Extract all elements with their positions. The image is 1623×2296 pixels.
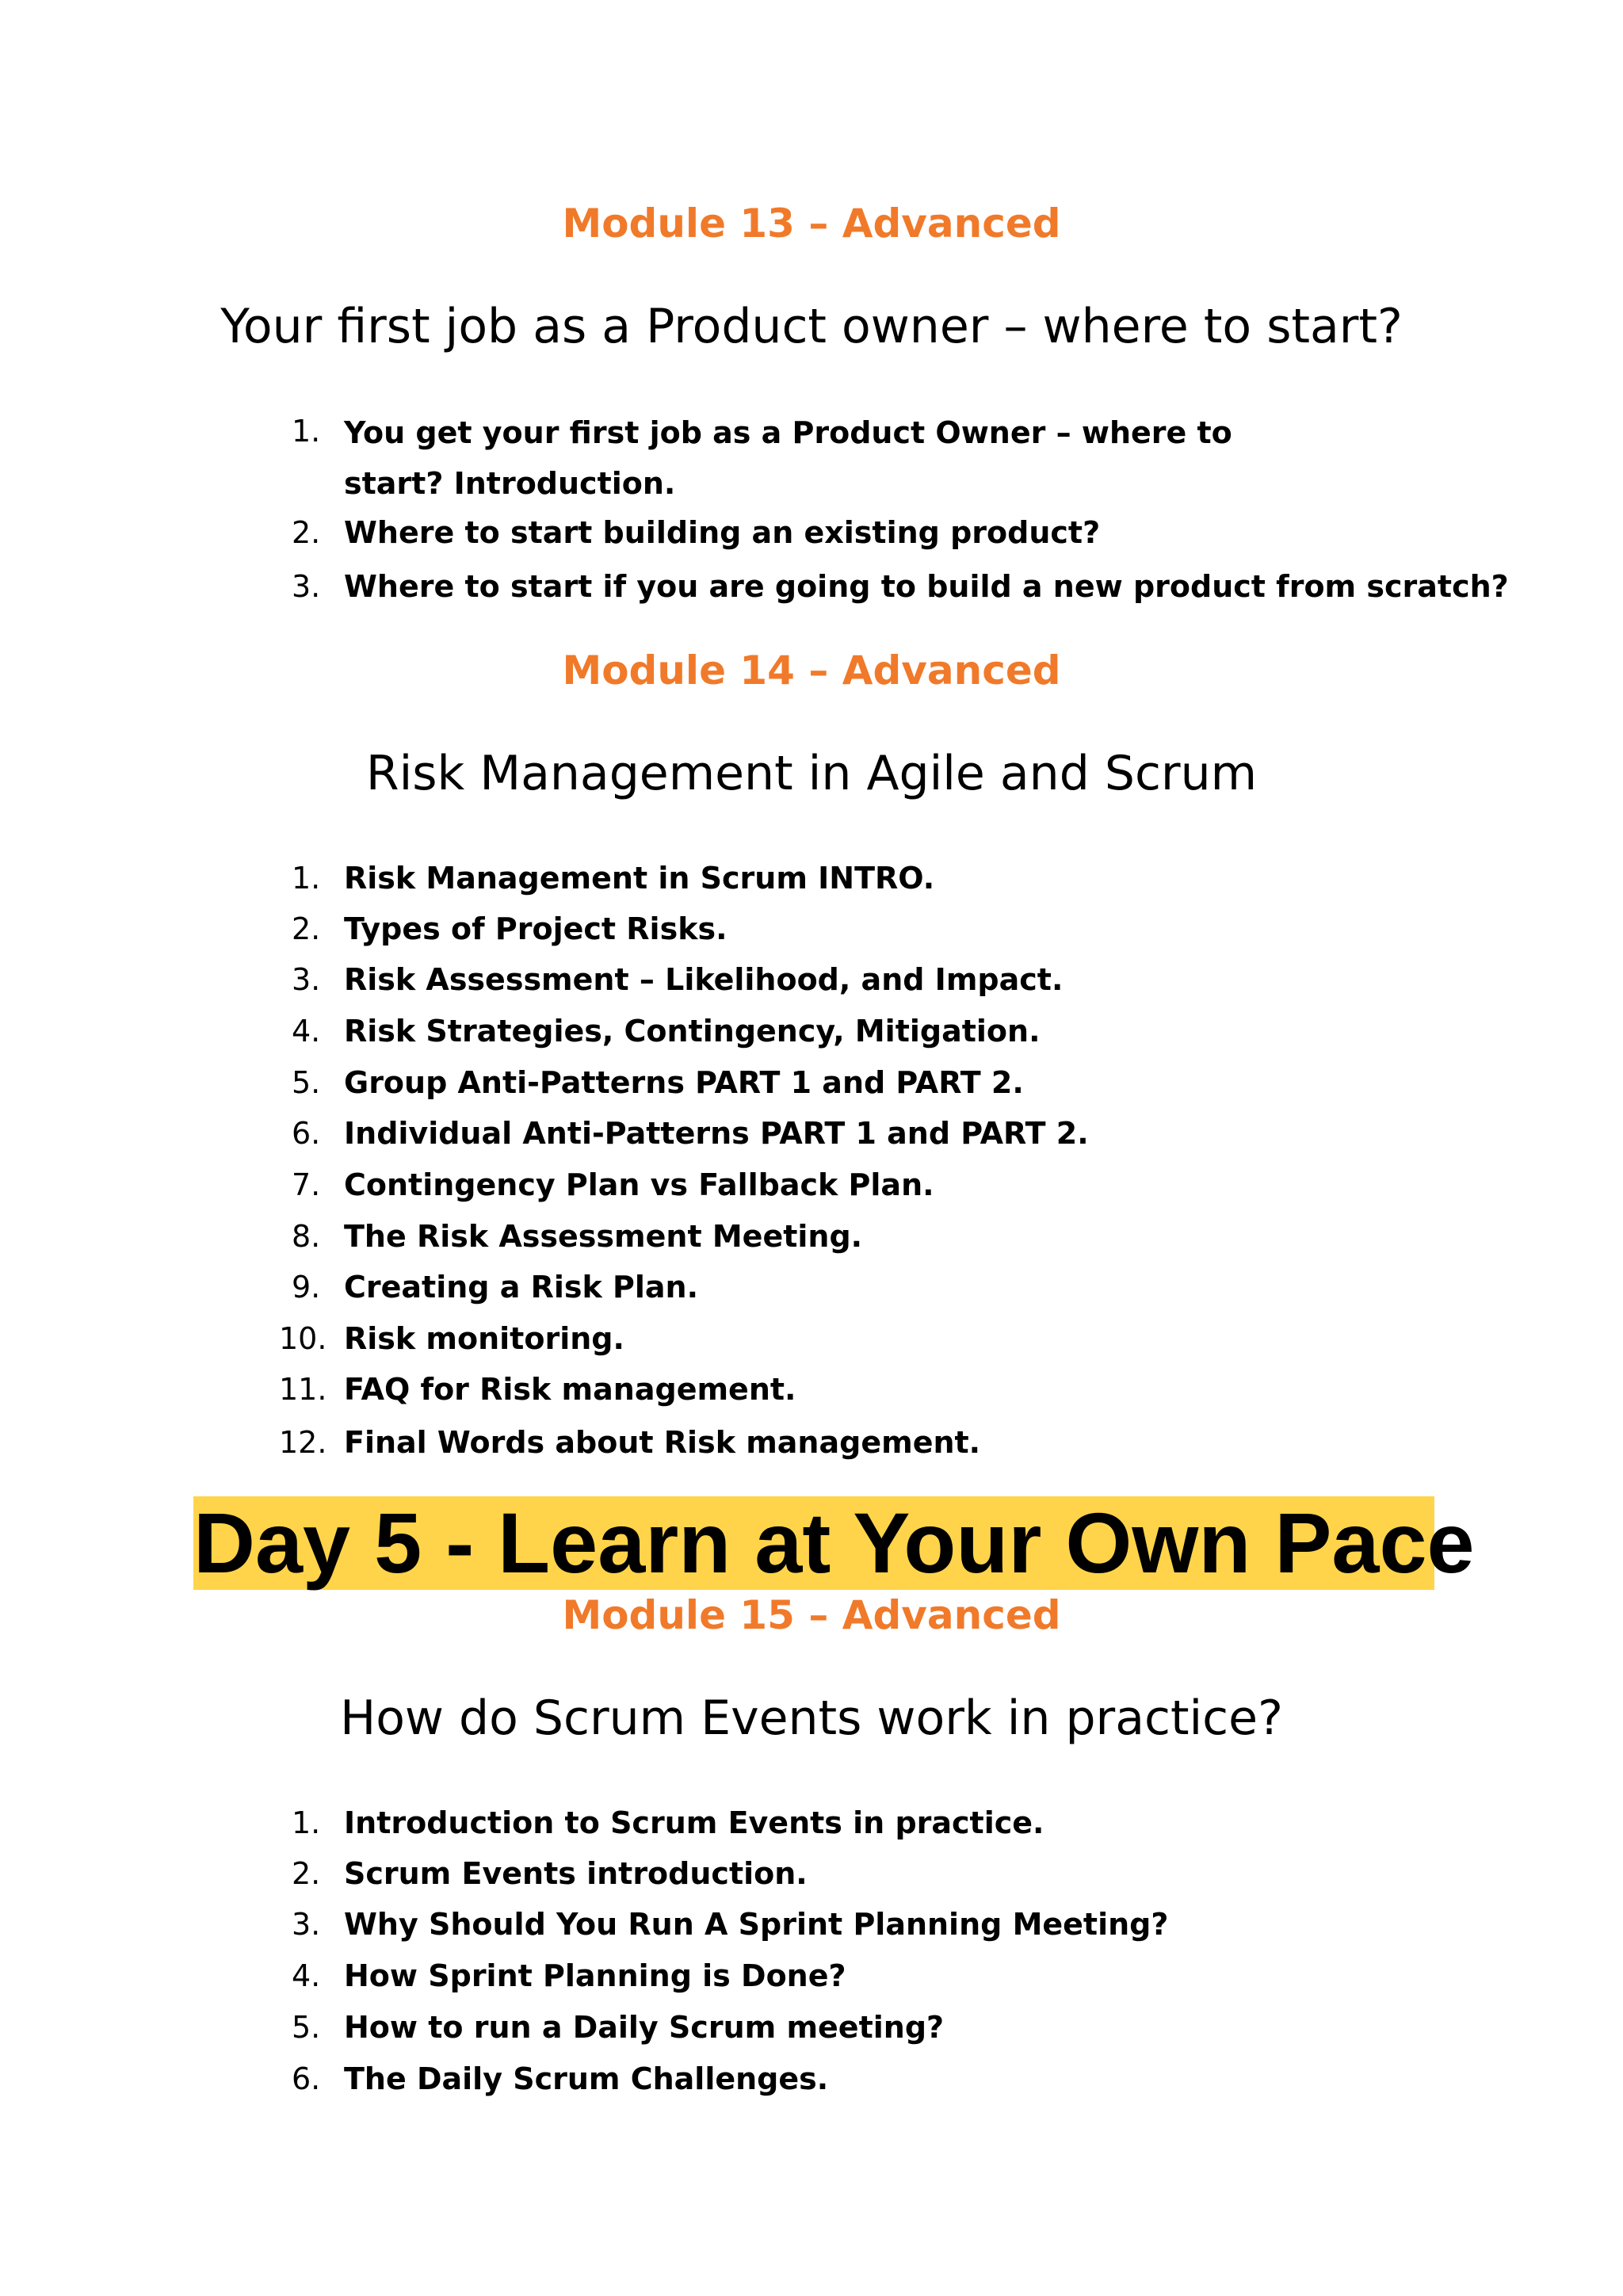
day-5-banner: Day 5 - Learn at Your Own Pace — [193, 1495, 1475, 1591]
list-item-text: You get your first job as a Product Owner – where to start? Introduction. — [344, 415, 1232, 501]
list-item-text: Where to start if you are going to build a new product from scratch? — [344, 569, 1509, 604]
list-item — [0, 1419, 1623, 1466]
list-item-number: 3. — [292, 1907, 321, 1942]
list-item-text: Individual Anti-Patterns PART 1 and PART 2. — [344, 1116, 1089, 1151]
list-item-number: 6. — [292, 2061, 321, 2096]
list-item-number: 2. — [292, 911, 321, 946]
list-item-text: Creating a Risk Plan. — [344, 1270, 699, 1305]
list-item-number: 5. — [292, 2010, 321, 2045]
list-item-text: How to run a Daily Scrum meeting? — [344, 2010, 945, 2045]
list-item-number: 4. — [292, 1014, 321, 1049]
list-item-number: 9. — [292, 1270, 321, 1305]
list-item — [0, 1007, 1623, 1055]
module-14-heading: Module 14 – Advanced — [562, 648, 1061, 693]
list-item-text: Scrum Events introduction. — [344, 1856, 808, 1891]
list-item — [0, 1213, 1623, 1260]
list-item-text: Risk Strategies, Contingency, Mitigation. — [344, 1014, 1041, 1049]
list-item-text: Where to start building an existing product? — [344, 515, 1101, 550]
list-item-text: FAQ for Risk management. — [344, 1372, 796, 1407]
list-item-text: The Daily Scrum Challenges. — [344, 2061, 829, 2096]
list-item-text: Risk monitoring. — [344, 1321, 624, 1356]
list-item-text: Risk Assessment – Likelihood, and Impact. — [344, 962, 1064, 997]
list-item — [0, 1901, 1623, 1948]
list-item-number: 10. — [279, 1321, 327, 1356]
module-13-heading: Module 13 – Advanced — [562, 201, 1061, 246]
list-item-number: 1. — [292, 414, 321, 449]
list-item-number: 3. — [292, 962, 321, 997]
list-item — [0, 1850, 1623, 1897]
module-13-title: Your first job as a Product owner – where to start? — [220, 299, 1403, 354]
list-item-text: How Sprint Planning is Done? — [344, 1958, 846, 1993]
list-item-text: Why Should You Run A Sprint Planning Meeting? — [344, 1907, 1169, 1942]
list-item — [0, 905, 1623, 953]
list-item-text: The Risk Assessment Meeting. — [344, 1219, 863, 1254]
list-item — [0, 509, 1623, 556]
list-item-number: 6. — [292, 1116, 321, 1151]
module-15-title: How do Scrum Events work in practice? — [340, 1690, 1283, 1746]
list-item — [0, 1366, 1623, 1413]
list-item-text: Group Anti-Patterns PART 1 and PART 2. — [344, 1065, 1024, 1100]
list-item — [0, 1952, 1623, 2000]
list-item — [0, 1161, 1623, 1209]
list-item — [0, 1799, 1623, 1847]
list-item-number: 2. — [292, 1856, 321, 1891]
list-item — [0, 2055, 1623, 2103]
list-item — [0, 407, 1623, 509]
list-item-number: 8. — [292, 1219, 321, 1254]
module-15-heading: Module 15 – Advanced — [562, 1592, 1061, 1638]
list-item-text: Contingency Plan vs Fallback Plan. — [344, 1167, 934, 1202]
list-item — [0, 2004, 1623, 2051]
module-14-title: Risk Management in Agile and Scrum — [365, 746, 1258, 801]
list-item-text: Types of Project Risks. — [344, 911, 727, 946]
list-item-number: 7. — [292, 1167, 321, 1202]
list-item — [0, 956, 1623, 1003]
list-item — [0, 854, 1623, 902]
list-item-number: 2. — [292, 515, 321, 550]
list-item — [0, 563, 1623, 610]
list-item-text: Introduction to Scrum Events in practice. — [344, 1805, 1044, 1840]
list-item — [0, 1059, 1623, 1106]
list-item — [0, 1263, 1623, 1311]
list-item-number: 1. — [292, 1805, 321, 1840]
list-item-number: 3. — [292, 569, 321, 604]
list-item — [0, 1110, 1623, 1157]
list-item-number: 4. — [292, 1958, 321, 1993]
list-item-text: Final Words about Risk management. — [344, 1425, 981, 1460]
list-item-number: 5. — [292, 1065, 321, 1100]
list-item-text: Risk Management in Scrum INTRO. — [344, 861, 935, 896]
list-item — [0, 1315, 1623, 1362]
list-item-number: 12. — [279, 1425, 327, 1460]
list-item-number: 1. — [292, 861, 321, 896]
list-item-number: 11. — [279, 1372, 327, 1407]
